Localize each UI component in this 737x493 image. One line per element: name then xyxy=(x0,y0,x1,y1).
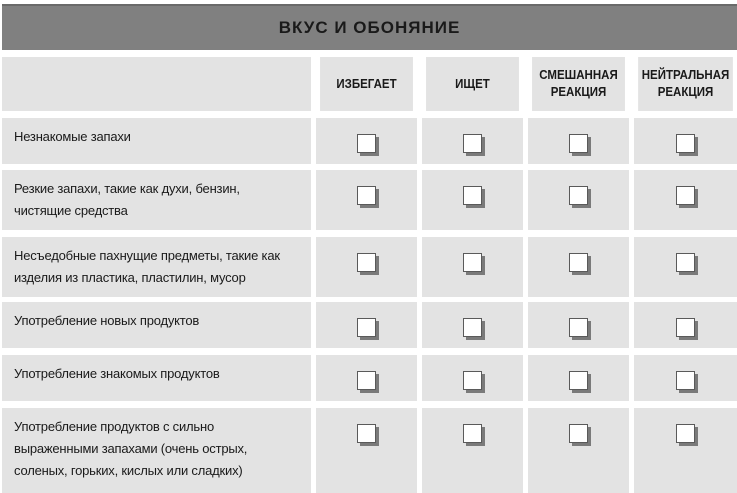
checkbox-avoids[interactable] xyxy=(357,424,376,443)
checkbox-avoids[interactable] xyxy=(357,253,376,272)
checkbox-avoids[interactable] xyxy=(357,134,376,153)
checkbox-neutral[interactable] xyxy=(676,134,695,153)
header-row xyxy=(0,57,737,111)
table-row xyxy=(0,118,737,164)
row-label: Незнакомые запахи xyxy=(2,118,311,164)
checkbox-seeks[interactable] xyxy=(463,253,482,272)
table-title: ВКУС И ОБОНЯНИЕ xyxy=(278,18,461,37)
row-label: Резкие запахи, такие как духи, бензин, чистящие средства xyxy=(2,170,311,230)
checkbox-mixed[interactable] xyxy=(569,371,588,390)
checkbox-seeks[interactable] xyxy=(463,134,482,153)
column-header-neutral: НЕЙТРАЛЬНАЯ РЕАКЦИЯ xyxy=(638,57,733,111)
row-label: Употребление продуктов с сильно выраженными запахами (очень острых, соленых, горьких, кислых или сладких) xyxy=(2,408,311,493)
checkbox-seeks[interactable] xyxy=(463,318,482,337)
row-label: Употребление новых продуктов xyxy=(2,302,311,348)
checkbox-mixed[interactable] xyxy=(569,424,588,443)
table-row xyxy=(0,237,737,297)
row-label: Употребление знакомых продуктов xyxy=(2,355,311,401)
checkbox-avoids[interactable] xyxy=(357,371,376,390)
column-header-mixed: СМЕШАННАЯ РЕАКЦИЯ xyxy=(532,57,625,111)
checkbox-neutral[interactable] xyxy=(676,371,695,390)
table-row xyxy=(0,355,737,401)
checkbox-neutral[interactable] xyxy=(676,253,695,272)
checkbox-seeks[interactable] xyxy=(463,186,482,205)
checkbox-mixed[interactable] xyxy=(569,318,588,337)
row-label: Несъедобные пахнущие предметы, такие как изделия из пластика, пластилин, мусор xyxy=(2,237,311,297)
table-row xyxy=(0,408,737,493)
checkbox-mixed[interactable] xyxy=(569,253,588,272)
checkbox-avoids[interactable] xyxy=(357,186,376,205)
table-row xyxy=(0,170,737,230)
checkbox-seeks[interactable] xyxy=(463,424,482,443)
table-row xyxy=(0,302,737,348)
checkbox-neutral[interactable] xyxy=(676,318,695,337)
checkbox-mixed[interactable] xyxy=(569,186,588,205)
checkbox-mixed[interactable] xyxy=(569,134,588,153)
checkbox-neutral[interactable] xyxy=(676,186,695,205)
checkbox-seeks[interactable] xyxy=(463,371,482,390)
table-title-bar xyxy=(2,4,737,50)
column-header-avoids: ИЗБЕГАЕТ xyxy=(320,57,413,111)
checkbox-avoids[interactable] xyxy=(357,318,376,337)
column-header-seeks: ИЩЕТ xyxy=(426,57,519,111)
header-empty-cell xyxy=(2,57,311,111)
checkbox-neutral[interactable] xyxy=(676,424,695,443)
